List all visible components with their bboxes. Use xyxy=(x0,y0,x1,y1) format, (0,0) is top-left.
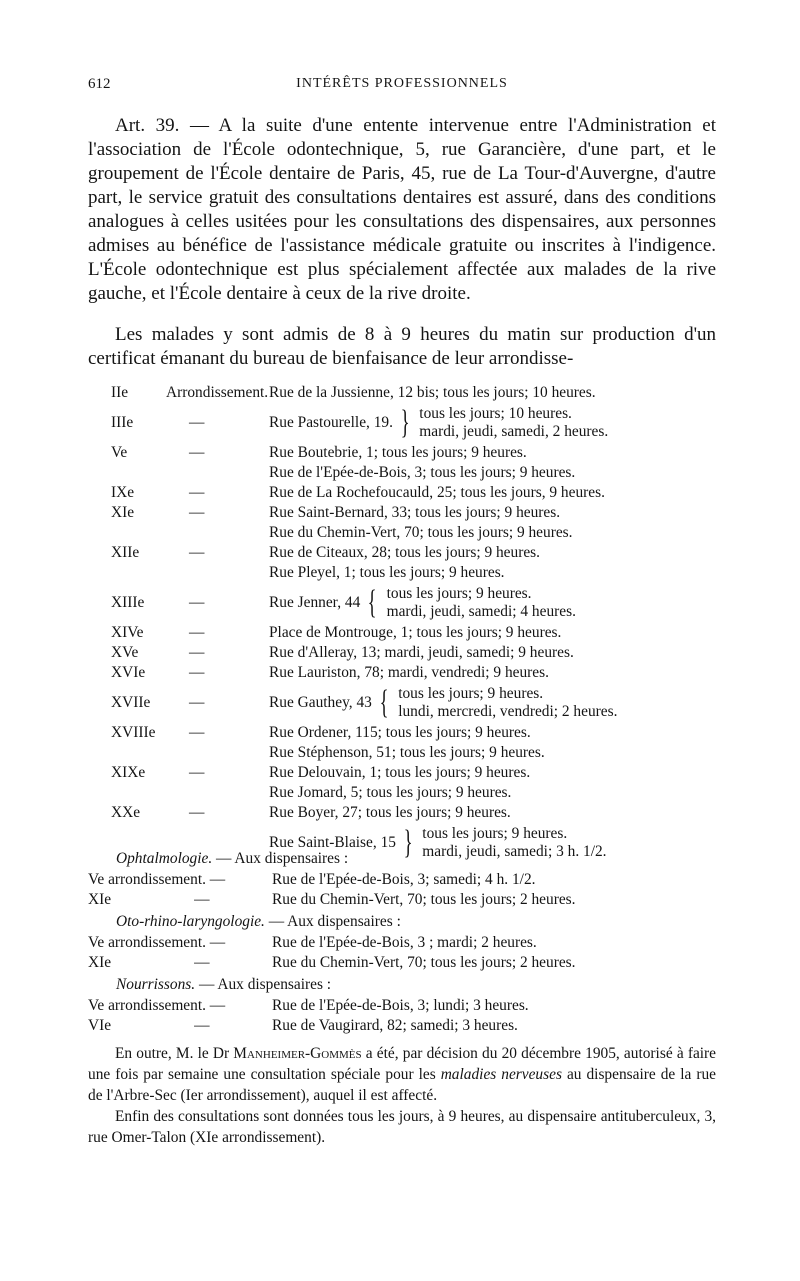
ophthalmology-section xyxy=(88,849,716,911)
brace: } xyxy=(400,404,410,441)
arrondissement-number: XIVe xyxy=(111,624,144,641)
arrondissement-number: XXe xyxy=(111,804,141,821)
table-row xyxy=(88,723,716,743)
list-item xyxy=(88,890,716,911)
arrondissement-number: XVIIe xyxy=(111,694,151,711)
schedule-line: mardi, jeudi, samedi; 3 h. 1/2. xyxy=(422,843,607,860)
table-row xyxy=(88,463,716,483)
address xyxy=(269,585,716,621)
ditto-dash: — xyxy=(189,444,205,461)
table-row xyxy=(88,403,716,443)
address: Rue du Chemin-Vert, 70; tous les jours; 2 heures. xyxy=(272,891,576,908)
page-header xyxy=(88,76,716,96)
arrondissement-number: XIIe xyxy=(111,544,140,561)
section-title: Oto-rhino-laryngologie. — Aux dispensaires : xyxy=(116,913,401,930)
address: Rue de l'Epée-de-Bois, 3; tous les jours; 9 heures. xyxy=(269,464,576,481)
table-row xyxy=(88,483,716,503)
street: Rue Jenner, 44 xyxy=(269,594,361,611)
arrondissement-number: XVe xyxy=(111,644,139,661)
list-item xyxy=(88,996,716,1017)
arrondissement-label: XIe — xyxy=(88,954,210,971)
table-row xyxy=(88,663,716,683)
address: Rue de l'Epée-de-Bois, 3; lundi; 3 heures. xyxy=(272,996,529,1014)
arrondissement-label: Ve arrondissement. — xyxy=(88,996,226,1014)
arrondissement-number: XIXe xyxy=(111,764,146,781)
table-row xyxy=(88,503,716,523)
address: Rue d'Alleray, 13; mardi, jeudi, samedi; 9 heures. xyxy=(269,644,574,661)
table-row xyxy=(88,743,716,763)
schedule-line: tous les jours; 9 heures. xyxy=(422,825,568,842)
closing-paragraph: Enfin des consultations sont données tous les jours, à 9 heures, au dispensaire antituberculeux, 3, rue Omer-Talon (XIe arrondissement). xyxy=(88,1108,716,1146)
ditto-dash: — xyxy=(189,694,205,711)
section-title: Nourrissons. — Aux dispensaires : xyxy=(116,976,332,993)
arrondissement-label: Arrondissement. xyxy=(166,384,269,401)
schedule-group xyxy=(419,405,608,441)
address: Place de Montrouge, 1; tous les jours; 9 heures. xyxy=(269,624,562,641)
arrondissement-number: IIIe xyxy=(111,414,134,431)
arrondissement-number: XVIIIe xyxy=(111,724,156,741)
arrondissement-number: IXe xyxy=(111,484,135,501)
address: Rue de Vaugirard, 82; samedi; 3 heures. xyxy=(272,1017,518,1034)
table-row xyxy=(88,783,716,803)
arrondissement-number: Ve xyxy=(111,444,128,461)
ditto-dash: — xyxy=(189,414,205,431)
list-item xyxy=(88,953,716,974)
address: Rue Lauriston, 78; mardi, vendredi; 9 heures. xyxy=(269,664,549,681)
schedule-line: tous les jours; 9 heures. xyxy=(386,585,532,602)
ditto-dash: — xyxy=(189,484,205,501)
running-title: INTÉRÊTS PROFESSIONNELS xyxy=(296,76,508,91)
street: Rue Saint-Blaise, 15 xyxy=(269,834,396,851)
table-row xyxy=(88,683,716,723)
address: Rue de l'Epée-de-Bois, 3; samedi; 4 h. 1/2. xyxy=(272,870,536,888)
list-item xyxy=(88,870,716,891)
table-row xyxy=(88,383,716,403)
table-row xyxy=(88,583,716,623)
doctor-name: Manheimer-Gommès xyxy=(233,1045,362,1062)
table-row xyxy=(88,523,716,543)
ditto-dash: — xyxy=(189,664,205,681)
address: Rue de La Rochefoucauld, 25; tous les jours, 9 heures. xyxy=(269,484,605,501)
arrondissement-number: XIe xyxy=(111,504,135,521)
address: Rue Saint-Bernard, 33; tous les jours; 9 heures. xyxy=(269,504,561,521)
oto-rhino-section xyxy=(88,912,716,974)
ditto-dash: — xyxy=(189,594,205,611)
closing-notes xyxy=(88,1043,716,1148)
arrondissement-number: XIIIe xyxy=(111,594,145,611)
arrondissement-label: Ve arrondissement. — xyxy=(88,933,226,951)
arrondissement-label: Ve arrondissement. — xyxy=(88,870,226,888)
arrondissement-label: XIe — xyxy=(88,891,210,908)
address: Rue Stéphenson, 51; tous les jours; 9 heures. xyxy=(269,744,545,761)
ditto-dash: — xyxy=(189,544,205,561)
address: Rue du Chemin-Vert, 70; tous les jours; 2 heures. xyxy=(272,954,576,971)
nourrissons-section xyxy=(88,975,716,1037)
table-row xyxy=(88,543,716,563)
address: Rue de la Jussienne, 12 bis; tous les jours; 10 heures. xyxy=(269,384,596,401)
schedule-line: mardi, jeudi, samedi; 4 heures. xyxy=(386,603,576,620)
ditto-dash: — xyxy=(189,764,205,781)
arrondissement-label: VIe — xyxy=(88,1017,210,1034)
address: Rue de l'Epée-de-Bois, 3 ; mardi; 2 heures. xyxy=(272,933,537,951)
admission-paragraph: Les malades y sont admis de 8 à 9 heures du matin sur production d'un certificat émanant du bureau de bienfaisance de leur arrondisse- xyxy=(88,324,716,369)
ditto-dash: — xyxy=(189,504,205,521)
schedule-line: tous les jours; 9 heures. xyxy=(398,685,544,702)
address: Rue de Citeaux, 28; tous les jours; 9 heures. xyxy=(269,544,541,561)
table-row xyxy=(88,623,716,643)
schedule-group xyxy=(398,685,617,721)
arrondissement-number: IIe xyxy=(111,384,129,401)
address: Rue Boyer, 27; tous les jours; 9 heures. xyxy=(269,804,511,821)
brace: } xyxy=(403,824,413,861)
list-item xyxy=(88,933,716,954)
table-row xyxy=(88,803,716,823)
ditto-dash: — xyxy=(189,724,205,741)
closing-paragraph: En outre, M. le Dr Manheimer-Gommès a été, par décision du 20 décembre 1905, autorisé à faire une fois par semaine une consultation spéciale pour les maladies nerveuses au dispensaire de la rue de l'Arbre-Sec (Ier arrondissement), auquel il est affecté. xyxy=(88,1045,717,1104)
street: Rue Pastourelle, 19. xyxy=(269,414,393,431)
street: Rue Gauthey, 43 xyxy=(269,694,372,711)
table-row xyxy=(88,443,716,463)
table-row xyxy=(88,763,716,783)
address: Rue Boutebrie, 1; tous les jours; 9 heures. xyxy=(269,444,527,461)
address: Rue Pleyel, 1; tous les jours; 9 heures. xyxy=(269,564,505,581)
address xyxy=(269,685,716,721)
address: Rue du Chemin-Vert, 70; tous les jours; 9 heures. xyxy=(269,524,573,541)
page-number: 612 xyxy=(88,76,111,92)
address xyxy=(269,405,716,441)
ditto-dash: — xyxy=(189,804,205,821)
schedule-line: mardi, jeudi, samedi, 2 heures. xyxy=(419,423,609,440)
schedule-line: lundi, mercredi, vendredi; 2 heures. xyxy=(398,703,618,720)
brace: { xyxy=(367,584,377,621)
arrondissement-number: XVIe xyxy=(111,664,146,681)
dispensary-table xyxy=(88,383,716,863)
address: Rue Delouvain, 1; tous les jours; 9 heures. xyxy=(269,764,531,781)
schedule-line: tous les jours; 10 heures. xyxy=(419,405,572,422)
address: Rue Jomard, 5; tous les jours; 9 heures. xyxy=(269,784,512,801)
section-title: Ophtalmologie. — Aux dispensaires : xyxy=(116,850,349,867)
article-paragraph: Art. 39. — A la suite d'une entente intervenue entre l'Administration et l'association de l'École odontechnique, 5, rue Garancière, d'une part, et le groupement de l'École dentaire de Paris, 45, rue de La Tour-d'Auvergne, d'autre part, le service gratuit des consultations dentaires est assuré, dans des conditions analogues à celles usitées pour les consultations des dispensaires, aux personnes admises au bénéfice de l'assistance médicale gratuite ou inscrites à l'indigence. L'École odontechnique est plus spécialement affectée aux malades de la rive gauche, et l'École dentaire à ceux de la rive droite. xyxy=(88,115,716,304)
ditto-dash: — xyxy=(189,644,205,661)
table-row xyxy=(88,643,716,663)
ditto-dash: — xyxy=(189,624,205,641)
address: Rue Ordener, 115; tous les jours; 9 heures. xyxy=(269,724,531,741)
schedule-group xyxy=(387,585,576,621)
table-row xyxy=(88,563,716,583)
list-item xyxy=(88,1016,716,1037)
brace: { xyxy=(379,684,389,721)
